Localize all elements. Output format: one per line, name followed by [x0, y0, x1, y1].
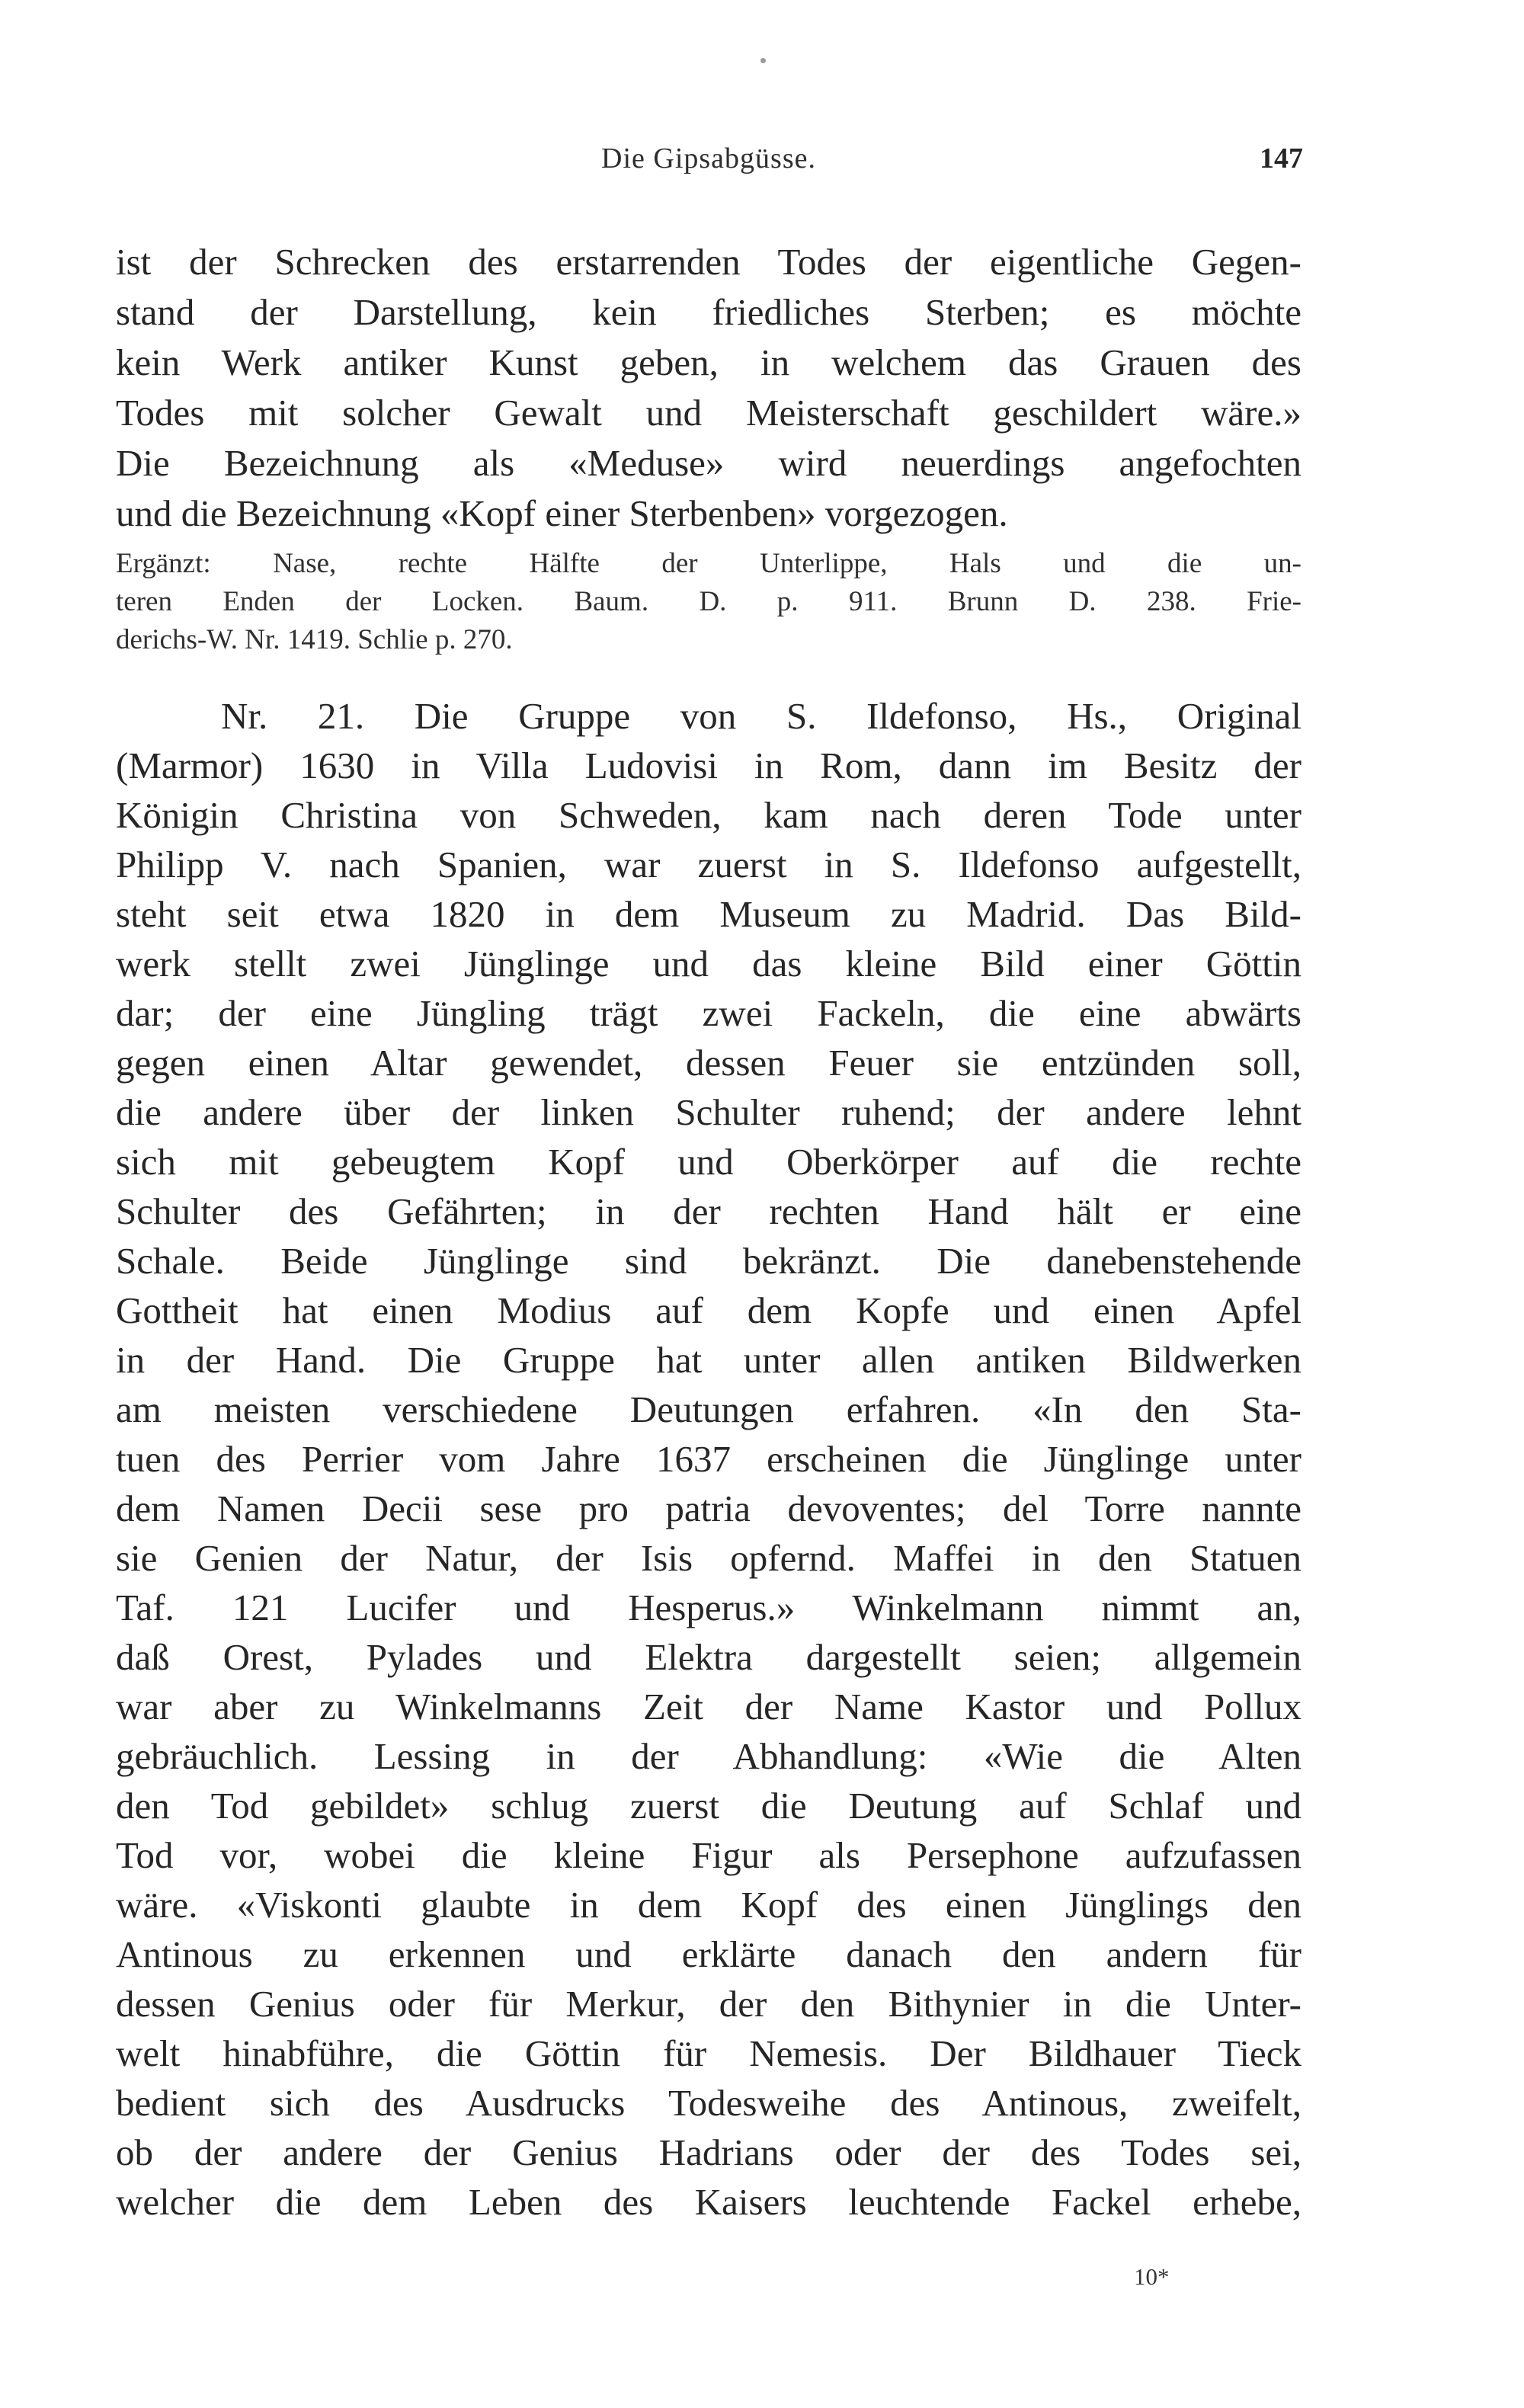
text-line: Königin Christina von Schweden, kam nach deren Tode unter [116, 794, 1301, 836]
text-line: gebräuchlich. Lessing in der Abhandlung: «Wie die Alten [116, 1735, 1301, 1777]
text-line: sie Genien der Natur, der Isis opfernd. Maffei in den Statuen [116, 1537, 1301, 1579]
running-title: Die Gipsabgüsse. [601, 142, 816, 175]
text-line: dem Namen Decii sese pro patria devoventes; del Torre nannte [116, 1487, 1301, 1529]
page-number: 147 [1260, 142, 1303, 175]
text-line: ob der andere der Genius Hadrians oder der des Todes sei, [116, 2131, 1301, 2173]
text-line: war aber zu Winkelmanns Zeit der Name Kastor und Pollux [116, 1686, 1301, 1728]
note-line: derichs-W. Nr. 1419. Schlie p. 270. [116, 624, 513, 655]
text-line: ist der Schrecken des erstarrenden Todes der eigentliche Gegen- [116, 241, 1301, 283]
note-line: Ergänzt: Nase, rechte Hälfte der Unterlippe, Hals und die un- [116, 548, 1301, 579]
text-line: gegen einen Altar gewendet, dessen Feuer sie entzünden soll, [116, 1042, 1301, 1084]
text-line: den Tod gebildet» schlug zuerst die Deutung auf Schlaf und [116, 1785, 1301, 1827]
text-line: Schale. Beide Jünglinge sind bekränzt. Die danebenstehende [116, 1240, 1301, 1282]
text-line: sich mit gebeugtem Kopf und Oberkörper auf die rechte [116, 1141, 1301, 1183]
text-line: Taf. 121 Lucifer und Hesperus.» Winkelmann nimmt an, [116, 1587, 1301, 1628]
text-line: bedient sich des Ausdrucks Todesweihe des Antinous, zweifelt, [116, 2082, 1301, 2124]
note-line: teren Enden der Locken. Baum. D. p. 911. Brunn D. 238. Frie- [116, 586, 1301, 617]
text-line: welcher die dem Leben des Kaisers leuchtende Fackel erhebe, [116, 2181, 1301, 2223]
text-line: Todes mit solcher Gewalt und Meisterschaft geschildert wäre.» [116, 392, 1301, 434]
text-line: am meisten verschiedene Deutungen erfahren. «In den Sta- [116, 1388, 1301, 1430]
text-line: Die Bezeichnung als «Meduse» wird neuerdings angefochten [116, 442, 1301, 484]
text-line: dessen Genius oder für Merkur, der den Bithynier in die Unter- [116, 1983, 1301, 2025]
text-line: kein Werk antiker Kunst geben, in welchem das Grauen des [116, 341, 1301, 383]
print-speck [760, 58, 766, 63]
text-line: und die Bezeichnung «Kopf einer Sterbenben» vorgezogen. [116, 492, 1008, 534]
page-header [114, 142, 1303, 184]
text-line: die andere über der linken Schulter ruhend; der andere lehnt [116, 1091, 1301, 1133]
text-line: welt hinabführe, die Göttin für Nemesis. Der Bildhauer Tieck [116, 2032, 1301, 2074]
text-line: wäre. «Viskonti glaubte in dem Kopf des einen Jünglings den [116, 1884, 1301, 1926]
text-line: Gottheit hat einen Modius auf dem Kopfe und einen Apfel [116, 1289, 1301, 1331]
text-line: Philipp V. nach Spanien, war zuerst in S. Ildefonso aufgestellt, [116, 844, 1301, 885]
text-line-indented: Nr. 21. Die Gruppe von S. Ildefonso, Hs., Original [221, 695, 1301, 737]
text-line: Tod vor, wobei die kleine Figur als Persephone aufzufassen [116, 1834, 1301, 1876]
text-line: steht seit etwa 1820 in dem Museum zu Madrid. Das Bild- [116, 893, 1301, 935]
text-line: stand der Darstellung, kein friedliches Sterben; es möchte [116, 291, 1301, 333]
text-line: in der Hand. Die Gruppe hat unter allen antiken Bildwerken [116, 1339, 1301, 1381]
text-line: dar; der eine Jüngling trägt zwei Fackeln, die eine abwärts [116, 992, 1301, 1034]
text-line: Schulter des Gefährten; in der rechten Hand hält er eine [116, 1190, 1301, 1232]
text-line: werk stellt zwei Jünglinge und das kleine Bild einer Göttin [116, 943, 1301, 985]
text-line: daß Orest, Pylades und Elektra dargestellt seien; allgemein [116, 1636, 1301, 1678]
text-line: tuen des Perrier vom Jahre 1637 erscheinen die Jünglinge unter [116, 1438, 1301, 1480]
text-line: (Marmor) 1630 in Villa Ludovisi in Rom, dann im Besitz der [116, 744, 1301, 786]
signature-mark: 10* [1134, 2263, 1170, 2290]
text-line: Antinous zu erkennen und erklärte danach den andern für [116, 1933, 1301, 1975]
